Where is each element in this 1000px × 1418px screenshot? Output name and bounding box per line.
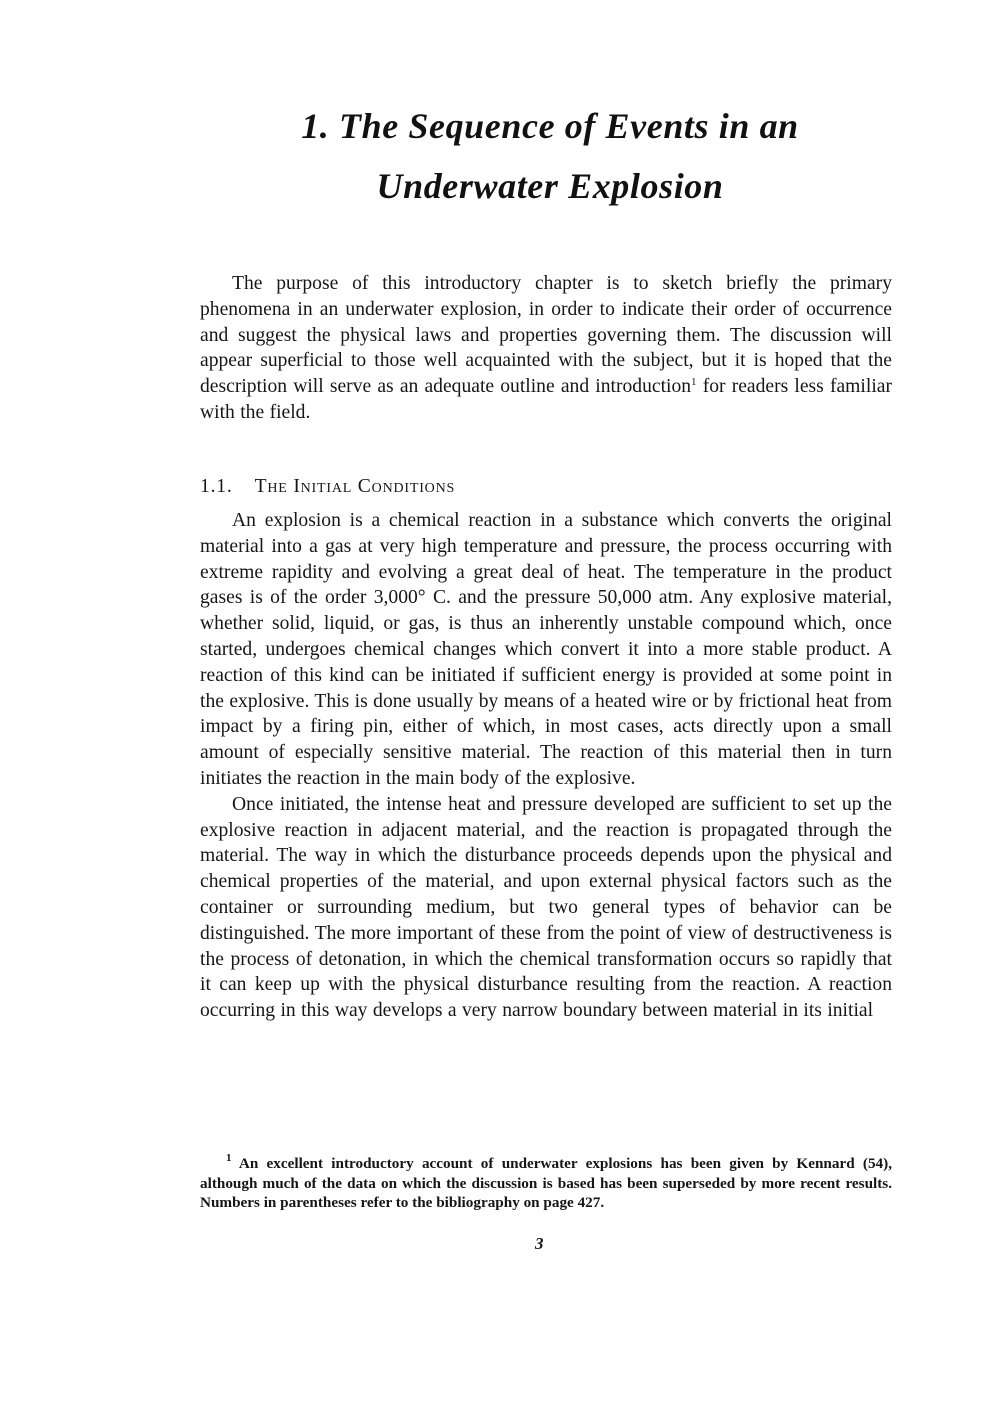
chapter-title-line-1: 1. The Sequence of Events in an bbox=[301, 106, 799, 146]
footnote-reference: 1 bbox=[691, 376, 697, 389]
footnote-text: An excellent introductory account of underwater explosions has been given by Kennard (54), although much of the data on which the discussion is based has been superseded by more recent results. Numbers in parentheses refer to the bibliography on page 427. bbox=[200, 1155, 892, 1212]
chapter-title bbox=[150, 96, 950, 216]
body-paragraph-1: An explosion is a chemical reaction in a substance which converts the original material into a gas at very high temperature and pressure, the process occurring with extreme rapidity and evolving a great deal of heat. The temperature in the product gases is of the order 3,000° C. and the pressure 50,000 atm. Any explosive material, whether solid, liquid, or gas, is thus an inherently unstable compound which, once started, undergoes chemical changes which convert it into a more stable product. A reaction of this kind can be initiated if sufficient energy is provided at some point in the explosive. This is done usually by means of a heated wire or by frictional heat from impact by a firing pin, either of which, in most cases, acts directly upon a small amount of especially sensitive material. The reaction of this material then in turn initiates the reaction in the main body of the explosive. bbox=[200, 510, 892, 789]
intro-paragraph bbox=[200, 271, 892, 426]
section-body bbox=[200, 508, 892, 1024]
section-title: The Initial Conditions bbox=[254, 476, 456, 497]
intro-text: The purpose of this introductory chapter is to sketch briefly the primary phenomena in an underwater explosion, in order to indicate their order of occurrence and suggest the physical laws and properties governing them. The discussion will appear superficial to those well acquainted with the subject, but it is hoped that the description will serve as an adequate outline and introduction bbox=[200, 273, 892, 398]
section-heading bbox=[200, 474, 892, 500]
section-number: 1.1. bbox=[200, 476, 233, 497]
footnote bbox=[200, 1154, 892, 1213]
chapter-title-line-2: Underwater Explosion bbox=[376, 166, 724, 206]
page-number: 3 bbox=[535, 1234, 544, 1253]
footnote-mark: 1 bbox=[226, 1152, 232, 1164]
intro-text-end: for readers less familiar with the field. bbox=[200, 376, 892, 423]
body-paragraph-2: Once initiated, the intense heat and pressure developed are sufficient to set up the explosive reaction in adjacent material, and the reaction is propagated through the material. The way in which the disturbance proceeds depends upon the physical and chemical properties of the material, and upon external physical factors such as the container or surrounding medium, but two general types of behavior can be distinguished. The more important of these from the point of view of destructiveness is the process of detonation, in which the chemical transformation occurs so rapidly that it can keep up with the physical disturbance resulting from the reaction. A reaction occurring in this way develops a very narrow boundary between material in its initial bbox=[200, 793, 892, 1022]
